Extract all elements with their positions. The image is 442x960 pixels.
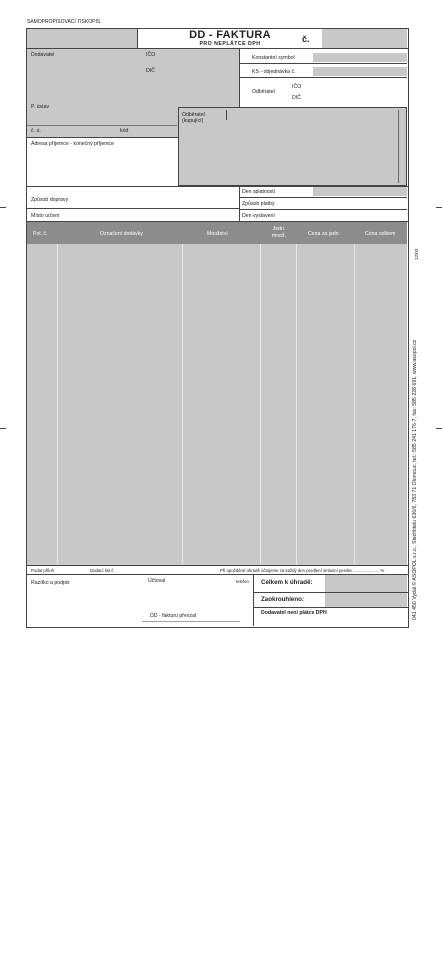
cut-mark-right	[436, 207, 442, 208]
cut-mark-left-lower	[0, 428, 6, 429]
divider	[239, 186, 240, 222]
divider	[253, 575, 254, 626]
total-due-label: Celkem k úhradě:	[261, 579, 313, 586]
transport-label: Způsob dopravy	[31, 197, 69, 203]
cut-mark-left	[0, 207, 6, 208]
col-unit-price: Cena za jedn.	[308, 231, 341, 237]
divider	[240, 63, 407, 64]
account-label: č. ú.	[31, 128, 41, 134]
supplier-ico-label: IČO	[146, 52, 156, 58]
received-by-label: DD - fakturu převzal	[150, 613, 197, 619]
column-divider	[57, 244, 58, 565]
delivery-note-label: Dodací list č.	[90, 568, 115, 573]
document-subtitle: PRO NEPLÁTCE DPH	[199, 41, 261, 47]
divider	[27, 125, 177, 126]
order-label: KS - objednávka č.	[252, 69, 296, 75]
payment-method-label: Způsob platby	[242, 201, 275, 207]
recipient-address-label: Adresa příjemce - konečný příjemce	[31, 141, 115, 147]
items-table-body[interactable]	[27, 244, 407, 565]
supplier-dic-label: DIČ	[146, 68, 155, 74]
buyer-ico-label: IČO	[292, 84, 302, 90]
divider	[398, 110, 399, 183]
col-quantity: Množství	[207, 231, 228, 237]
buyer-dic-label: DIČ	[292, 95, 301, 101]
accounted-label: Účtoval	[148, 578, 166, 584]
destination-label: Místo určení	[31, 213, 60, 219]
form-code	[414, 246, 420, 260]
buyer-box[interactable]	[178, 107, 407, 186]
top-note: SAMOPROPISOVACÍ TISKOPIS	[27, 19, 101, 25]
total-due-field[interactable]	[325, 575, 407, 592]
buyer-box-sublabel: (kupující)	[182, 118, 204, 124]
order-field[interactable]	[313, 67, 407, 76]
divider	[240, 77, 407, 78]
stamp-signature-label: Razítko a podpis	[31, 580, 70, 586]
column-divider	[260, 244, 261, 565]
due-date-label: Den splatnosti	[242, 189, 275, 195]
const-symbol-field[interactable]	[313, 53, 407, 62]
header-left-shade	[27, 29, 137, 48]
buyer-box-label: Odběratel	[182, 112, 205, 118]
form-code-text: 12/03	[414, 248, 419, 260]
divider	[27, 208, 240, 209]
bank-label: P. ústav	[31, 104, 50, 110]
divider	[27, 565, 408, 566]
col-description: Označení dodávky	[100, 231, 143, 237]
due-date-field[interactable]	[313, 187, 407, 196]
number-field[interactable]	[322, 29, 407, 48]
divider	[226, 110, 227, 120]
publisher-imprint-text: 041 450 Vydal © ASOPOL s.r.o., Slechtitelu 636/6, 783 71 Olomouc, tel.: 585 241 176-7, fax: 585 228 691, www.asopol.cz	[412, 339, 418, 620]
col-unit-line2: množ.	[271, 233, 287, 239]
rounding-label: Zaokrouhleno:	[261, 596, 304, 603]
late-penalty-note: Při opožděné úhradě účtujeme za každý den prodlení smluvní penále ...................... %	[220, 568, 385, 573]
column-divider	[182, 244, 183, 565]
column-divider	[354, 244, 355, 565]
divider	[253, 607, 408, 608]
phone-label: telefon	[236, 579, 249, 584]
col-unit: Jedn.	[272, 226, 286, 232]
rounding-field[interactable]	[325, 593, 407, 607]
number-label: č.	[302, 34, 310, 44]
bank-code-label: kód	[120, 128, 129, 134]
const-symbol-label: Konstantní symbol	[252, 55, 295, 61]
issue-date-label: Den vystavení	[242, 213, 275, 219]
signature-line	[142, 621, 240, 622]
publisher-imprint	[412, 339, 420, 960]
attachments-label: Podat příloh	[31, 568, 55, 573]
divider	[137, 29, 138, 48]
column-divider	[296, 244, 297, 565]
cut-mark-right-lower	[436, 428, 442, 429]
buyer-label: Odběratel	[252, 89, 275, 95]
col-total: Cena celkem	[365, 231, 396, 237]
divider	[240, 209, 407, 210]
divider	[240, 197, 407, 198]
document-title: DD - FAKTURA	[189, 29, 271, 41]
non-vat-payer-note: Dodavatel není plátce DPH	[261, 610, 327, 616]
supplier-label: Dodavatel	[31, 52, 55, 58]
col-item-no: Pol. č.	[33, 231, 48, 237]
